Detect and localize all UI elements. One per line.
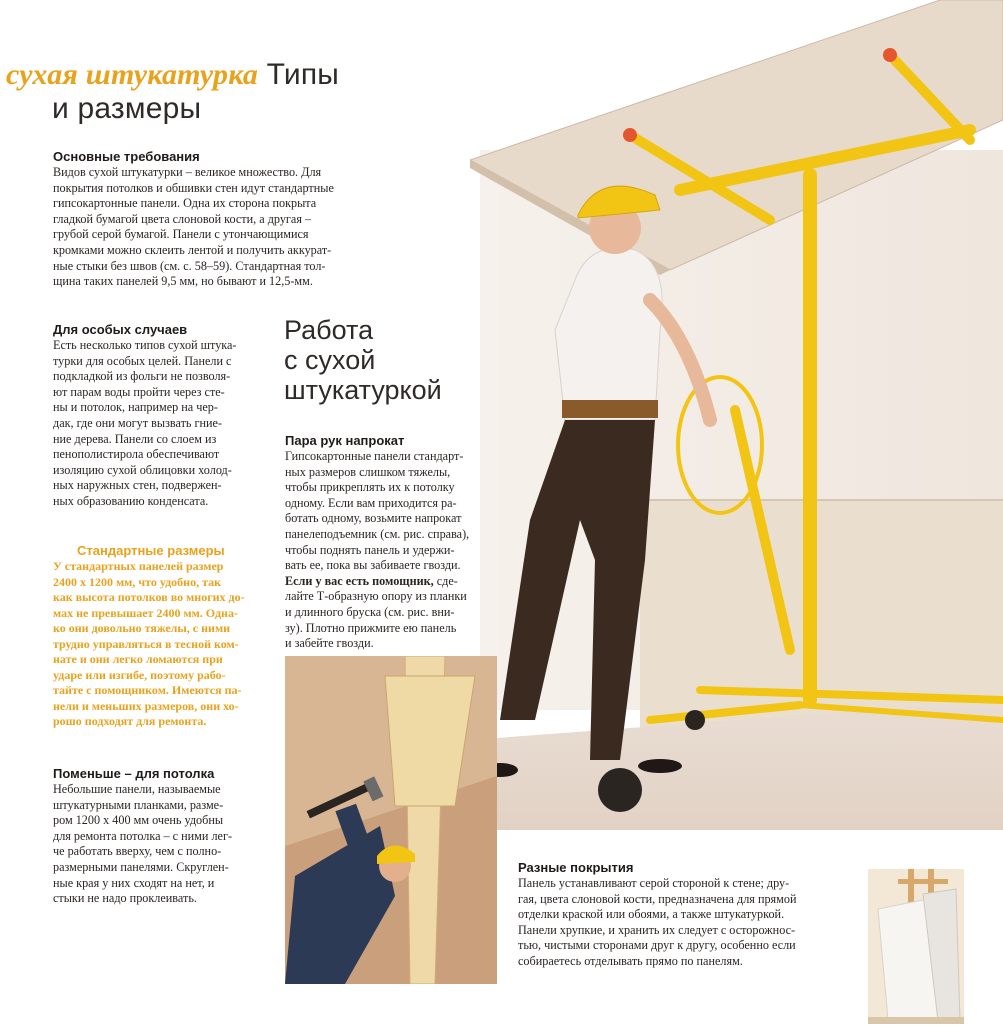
- title-main: Типы: [266, 58, 340, 91]
- body-line: дак, где они могут вызвать гние-: [53, 415, 223, 430]
- body-line: чтобы поднять панель и удержи-: [285, 542, 455, 557]
- body-line: ных образованию конденсата.: [53, 493, 209, 508]
- body-line: подкладкой из фольги не позволя-: [53, 369, 231, 384]
- standard-section: [53, 543, 263, 730]
- page-title: [6, 58, 466, 126]
- panel-photo: [868, 869, 964, 1024]
- body-line: Панели хрупкие, и хранить их следует с осторожнос-: [518, 922, 796, 937]
- nailing-photo: [285, 656, 497, 984]
- section-title-line: Работа: [284, 315, 374, 345]
- standard-body: [53, 559, 263, 730]
- body-line: зу). Плотно прижмите ею панель: [285, 620, 457, 635]
- body-line: одному. Если вам приходится ра-: [285, 495, 457, 510]
- body-line: Видов сухой штукатурки – великое множество. Для: [53, 165, 322, 179]
- body-line: Небольшие панели, называемые: [53, 782, 221, 796]
- standard-line: 2400 х 1200 мм, что удобно, так: [53, 574, 222, 589]
- body-line: размерными панелями. Скруглен-: [53, 859, 229, 874]
- section-title-line: с сухой: [284, 345, 376, 375]
- body-line: и забейте гвозди.: [285, 636, 374, 651]
- hands-body: [285, 449, 490, 574]
- standard-line: мах не превышает 2400 мм. Одна-: [53, 605, 238, 620]
- panel-lift-photo: [470, 0, 1003, 830]
- body-line: ных наружных стен, подвержен-: [53, 478, 222, 493]
- basic-heading: Основные требования: [53, 149, 200, 164]
- body-line: гипсокартонные панели. Одна их сторона покрыта: [53, 196, 317, 211]
- standard-line: нате и они легко ломаются при: [53, 652, 223, 666]
- standard-line: У стандартных панелей размер: [53, 559, 224, 573]
- body-line: собираетесь отделывать прямо по панелям.: [518, 953, 743, 968]
- body-line: отделки краской или обоями, а также штукатуркой.: [518, 907, 785, 922]
- body-line: гладкой бумагой цвета слоновой кости, а другая –: [53, 211, 312, 226]
- body-line: Гипсокартонные панели стандарт-: [285, 449, 464, 463]
- basic-section: [53, 149, 383, 290]
- body-line: кромками можно склеить лентой и получить аккурат-: [53, 242, 332, 257]
- body-line: ботать одному, возьмите напрокат: [285, 511, 462, 526]
- body-line: изоляцию сухой облицовки холод-: [53, 462, 232, 477]
- standard-line: как высота потолков во многих до-: [53, 590, 245, 604]
- hands-bold: Если у вас есть помощник,: [285, 573, 434, 588]
- body-line: и длинного бруска (см. рис. вни-: [285, 604, 455, 619]
- hands-section: [285, 433, 490, 652]
- standard-line: трудно управляться в тесной ком-: [53, 636, 239, 651]
- body-line: гая, цвета слоновой кости, предназначена для прямой: [518, 891, 797, 906]
- body-line: пенополистирола обеспечивают: [53, 447, 220, 462]
- smaller-section: [53, 766, 273, 907]
- standard-line: нели и меньших размеров, они хо-: [53, 698, 239, 713]
- smaller-body: [53, 782, 273, 907]
- body-line: ром 1200 х 400 мм очень удобны: [53, 813, 224, 828]
- body-line: ют парам воды пройти через сте-: [53, 384, 225, 399]
- body-line: турки для особых целей. Панели с: [53, 353, 232, 368]
- body-line: лайте Т-образную опору из планки: [285, 589, 467, 604]
- section-title-line: штукатуркой: [284, 375, 442, 405]
- hands-body-2: [285, 589, 490, 651]
- standard-line: ко они довольно тяжелы, с ними: [53, 621, 231, 635]
- body-line: тью, чистыми сторонами друг к другу, особенно если: [518, 938, 796, 953]
- section-title: [284, 315, 484, 405]
- body-line: грубой серой бумагой. Панели с утончающимися: [53, 227, 309, 242]
- body-line: ные стыки без швов (см. с. 58–59). Стандартная тол-: [53, 258, 326, 273]
- covers-body: [518, 876, 858, 970]
- covers-section: [518, 860, 858, 970]
- special-heading: Для особых случаев: [53, 322, 188, 337]
- body-line: че работать вверху, чем с полно-: [53, 844, 222, 859]
- special-body: [53, 338, 273, 510]
- body-line: ных размеров слишком тяжелы,: [285, 464, 451, 479]
- standard-line: тайте с помощником. Имеются па-: [53, 683, 242, 697]
- body-line: Панель устанавливают серой стороной к стене; дру-: [518, 876, 790, 890]
- body-line: штукатурными планками, разме-: [53, 797, 224, 812]
- body-line: щина таких панелей 9,5 мм, но бывают и 12,5-мм.: [53, 274, 313, 289]
- title-accent: сухая штукатурка: [6, 58, 259, 91]
- body-line: стыки не надо проклеивать.: [53, 891, 197, 906]
- title-line2: и размеры: [52, 92, 202, 125]
- body-line: ны и потолок, например на чер-: [53, 400, 218, 415]
- body-line: ние дерева. Панели со слоем из: [53, 431, 217, 446]
- smaller-heading: Поменьше – для потолка: [53, 766, 215, 781]
- body-line: чтобы прикреплять их к потолку: [285, 480, 455, 495]
- body-line: ные края у них сходят на нет, и: [53, 875, 215, 890]
- hands-bold-tail: сде-: [433, 573, 458, 588]
- standard-line: ударе или изгибе, поэтому рабо-: [53, 667, 226, 682]
- standard-line: рошо подходят для ремонта.: [53, 714, 207, 728]
- body-line: для ремонта потолка – с ними лег-: [53, 828, 232, 843]
- basic-body: [53, 165, 383, 290]
- body-line: панелеподъемник (см. рис. справа),: [285, 526, 470, 541]
- hands-heading: Пара рук напрокат: [285, 433, 405, 448]
- covers-heading: Разные покрытия: [518, 860, 634, 875]
- body-line: покрытия потолков и обшивки стен идут стандартные: [53, 180, 334, 195]
- hands-bold-line: [285, 574, 490, 590]
- body-line: Есть несколько типов сухой штука-: [53, 338, 237, 352]
- standard-heading: Стандартные размеры: [77, 543, 225, 558]
- special-section: [53, 322, 273, 510]
- body-line: вать ее, пока вы забиваете гвозди.: [285, 558, 461, 573]
